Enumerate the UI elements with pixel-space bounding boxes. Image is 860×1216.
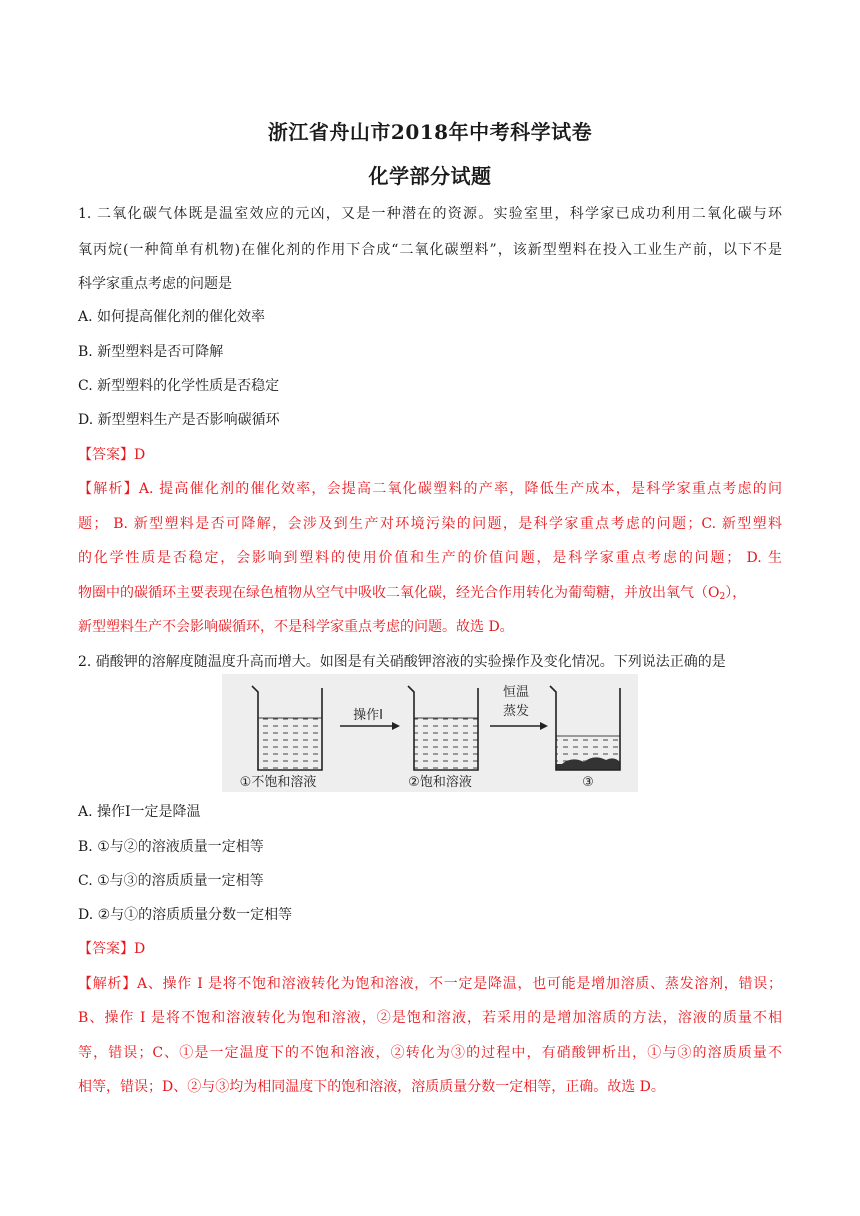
q2-answer-tag: 【答案】 <box>78 941 134 957</box>
caption-beaker-3: ③ <box>582 775 594 790</box>
evaporation-label-bottom: 蒸发 <box>502 704 530 719</box>
page-subtitle: 化学部分试题 <box>368 164 492 188</box>
beaker-experiment-figure <box>222 674 638 792</box>
q1-option-d: D. 新型塑料生产是否影响碳循环 <box>78 412 280 428</box>
caption-beaker-1: ①不饱和溶液 <box>239 775 317 790</box>
q2-option-b: B. ①与②的溶液质量一定相等 <box>78 839 264 855</box>
q1-option-a: A. 如何提高催化剂的催化效率 <box>78 309 266 325</box>
q2-analysis-line-2: B、操作 I 是将不饱和溶液转化为饱和溶液，②是饱和溶液，若采用的是增加溶质的方法，溶液的质量不相 <box>78 1010 782 1026</box>
beaker-3 <box>550 686 620 770</box>
q1-analysis-line-2: 题； B. 新型塑料是否可降解，会涉及到生产对环境污染的问题，是科学家重点考虑的问题；C. 新型塑料 <box>78 516 782 532</box>
q1-answer <box>78 444 145 464</box>
q2-option-d: D. ②与①的溶质质量分数一定相等 <box>78 907 293 923</box>
q1-analysis-line-3: 的化学性质是否稳定，会影响到塑料的使用价值和生产的价值问题，是科学家重点考虑的问题； D. 生 <box>78 550 782 566</box>
q2-option-a: A. 操作Ⅰ一定是降温 <box>78 804 201 820</box>
q2-analysis-line-4: 相等，错误；D、②与③均为相同温度下的饱和溶液，溶质质量分数一定相等，正确。故选 D。 <box>78 1079 665 1095</box>
caption-beaker-2: ②饱和溶液 <box>408 775 472 790</box>
q1-analysis-line-4: 物圈中的碳循环主要表现在绿色植物从空气中吸收二氧化碳，经光合作用转化为葡萄糖，并放出氧气$(O_2)$， <box>78 585 747 602</box>
q2-option-c: C. ①与③的溶质质量一定相等 <box>78 873 264 889</box>
q2-stem: 2. 硝酸钾的溶解度随温度升高而增大。如图是有关硝酸钾溶液的实验操作及变化情况。下列说法正确的是 <box>78 654 726 670</box>
page-title: 浙江省舟山市2018年中考科学试卷 <box>267 120 593 144</box>
q2-analysis-tag: 【解析】 <box>78 976 137 992</box>
arrow-evaporation <box>490 684 548 730</box>
q1-answer-value: D <box>134 447 146 463</box>
beaker-1 <box>252 686 322 770</box>
q2-analysis-line-1: 【解析】A、操作 I 是将不饱和溶液转化为饱和溶液，不一定是降温，也可能是增加溶质、蒸发溶剂，错误； <box>78 976 783 992</box>
arrow-operation-1 <box>340 707 400 730</box>
q2-answer <box>78 938 145 958</box>
q1-answer-tag: 【答案】 <box>78 447 134 463</box>
q2-answer-value: D <box>134 941 146 957</box>
q1-stem-line-2: 氧丙烷(一种简单有机物)在催化剂的作用下合成“二氧化碳塑料”，该新型塑料在投入工业生产前，以下不是 <box>78 242 782 258</box>
operation-1-label: 操作Ⅰ <box>353 708 383 723</box>
q2-analysis-line-3: 等，错误；C、①是一定温度下的不饱和溶液，②转化为③的过程中，有硝酸钾析出，①与③的溶质质量不 <box>78 1045 782 1061</box>
evaporation-label-top: 恒温 <box>502 685 530 700</box>
q1-analysis-line-5: 新型塑料生产不会影响碳循环，不是科学家重点考虑的问题。故选 D。 <box>78 619 514 635</box>
q1-stem-line-1: 1. 二氧化碳气体既是温室效应的元凶，又是一种潜在的资源。实验室里，科学家已成功利用二氧化碳与环 <box>78 206 782 222</box>
q1-option-c: C. 新型塑料的化学性质是否稳定 <box>78 378 280 394</box>
q1-analysis-line-1: 【解析】A. 提高催化剂的催化效率，会提高二氧化碳塑料的产率，降低生产成本，是科学家重点考虑的问 <box>78 481 782 497</box>
q1-stem-line-3: 科学家重点考虑的问题是 <box>78 276 232 292</box>
q1-analysis-tag: 【解析】 <box>78 481 139 497</box>
beaker-2 <box>408 686 478 770</box>
q1-option-b: B. 新型塑料是否可降解 <box>78 344 224 360</box>
